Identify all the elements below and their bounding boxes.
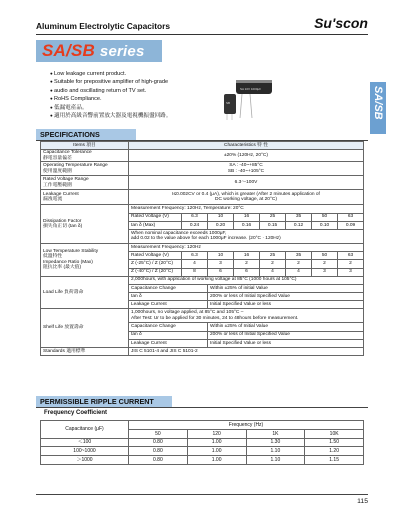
- voltage-cell: 35: [286, 213, 312, 221]
- standards-value: JIS C 5101-4 and JIS C 5101-2: [129, 348, 364, 356]
- df-note-1: When nominal capacitance exceeds 1000μF,: [131, 230, 227, 236]
- coef-cell: 0.80: [129, 438, 188, 447]
- voltage-cell: 16: [234, 213, 260, 221]
- voltage-cell: 16: [234, 252, 260, 260]
- z40-label: Z (-40°C) / Z (20°C): [129, 268, 182, 276]
- shelf-intro-2: After Test: Ur to be applied for 30 minutes, 24 to 48hours before measurement.: [131, 315, 299, 321]
- df-label: Dissipation Factor: [43, 218, 82, 224]
- z25-cell: 2: [312, 260, 338, 268]
- cap-cell: 100~1000: [41, 447, 129, 456]
- z40-cell: 6: [208, 268, 234, 276]
- header-divider: [36, 34, 368, 35]
- row-label: [41, 205, 129, 244]
- load-key: tan δ: [129, 293, 208, 301]
- z40-cell: 3: [312, 268, 338, 276]
- voltage-cell: 35: [286, 252, 312, 260]
- z25-cell: 2: [234, 260, 260, 268]
- coef-cell: 1.00: [187, 456, 246, 465]
- series-suffix: series: [99, 43, 145, 60]
- voltage-cell: 10: [208, 213, 234, 221]
- coef-cell: 1.50: [305, 438, 364, 447]
- z40-cell: 3: [338, 268, 364, 276]
- lts-measurement: Measurement Frequency: 120Hz: [129, 243, 364, 251]
- op-temp-value: [129, 162, 364, 176]
- tan-cell: 0.09: [338, 221, 364, 229]
- table-row: [41, 438, 364, 447]
- specifications-heading: [36, 129, 136, 140]
- load-key: Capacitance Change: [129, 284, 208, 292]
- feature-list: [50, 70, 171, 120]
- section-title: SPECIFICATIONS: [40, 130, 100, 139]
- coef-cell: 1.20: [305, 447, 364, 456]
- rated-v-value: 6.3～100V: [129, 176, 364, 190]
- cap-tol-value: ±20% (120Hz, 20°C): [129, 150, 364, 162]
- table-row: [41, 456, 364, 465]
- op-temp-sb: SB : -40~+105°C: [227, 168, 265, 174]
- voltage-cell: 63: [338, 252, 364, 260]
- load-value: Initial Specified Value or less: [208, 301, 364, 309]
- row-label: [41, 176, 129, 190]
- z25-cell: 2: [260, 260, 286, 268]
- rated-voltage-label: Rated Voltage (V): [129, 252, 182, 260]
- table-row: [41, 447, 364, 456]
- section-title: PERMISSIBLE RIPPLE CURRENT: [40, 397, 154, 406]
- shelf-value: Within ±25% of Initial Value: [208, 323, 364, 331]
- ripple-heading: [36, 396, 172, 407]
- cap-cell: ＜100: [41, 438, 129, 447]
- specifications-table: [40, 141, 364, 356]
- coef-cell: 1.15: [305, 456, 364, 465]
- df-measurement: Measurement Frequency: 120Hz, Temperature: 20°C: [129, 205, 364, 213]
- voltage-cell: 63: [338, 213, 364, 221]
- tan-cell: 0.24: [182, 221, 208, 229]
- leak-label: Leakage Current: [43, 191, 79, 197]
- footer-divider: [36, 494, 368, 495]
- z40-cell: 8: [182, 268, 208, 276]
- voltage-cell: 6.3: [182, 252, 208, 260]
- coef-cell: 1.10: [246, 456, 305, 465]
- z40-cell: 4: [260, 268, 286, 276]
- coef-cell: 0.80: [129, 456, 188, 465]
- voltage-cell: 25: [260, 213, 286, 221]
- freq-header: Frequency (Hz): [129, 421, 364, 430]
- lts-label: Low Temperature Stability: [43, 248, 99, 254]
- leak-label-cn: 漏洩電流: [43, 197, 63, 203]
- cap-header: Capacitance (μF): [41, 421, 129, 439]
- rated-v-label-cn: 工作電壓範圍: [43, 182, 72, 188]
- load-value: Within ±25% of initial Value: [208, 284, 364, 292]
- leak-value-2: DC working voltage, at 20°C): [215, 197, 277, 203]
- freq-cell: 1K: [246, 429, 305, 438]
- feature-item: ● audio and oscillating return of TV set.: [50, 87, 171, 95]
- z25-cell: 3: [208, 260, 234, 268]
- tan-label: tan δ (Max): [129, 221, 182, 229]
- capacitor-label-small: SB: [226, 101, 231, 105]
- leak-value-1: I≤0.002CV or 0.4 (μA), which is greater (After 2 minutes application of: [172, 191, 320, 197]
- shelf-intro-1: 1,000hours, no voltage applied, at 85°C and 105°C –: [131, 310, 244, 316]
- series-banner: [36, 40, 162, 62]
- tan-cell: 0.20: [208, 221, 234, 229]
- feature-item: ● 低漏電產品。: [50, 104, 171, 112]
- voltage-cell: 50: [312, 213, 338, 221]
- lts-label-2: Impedance Ratio (Max): [43, 259, 93, 265]
- voltage-cell: 25: [260, 252, 286, 260]
- header-items: Items 項目: [41, 142, 129, 150]
- capacitor-photo: [222, 76, 276, 120]
- freq-cell: 120: [187, 429, 246, 438]
- row-label: [41, 162, 129, 176]
- freq-cell: 50: [129, 429, 188, 438]
- shelf-value: Initial Specified Value or less: [208, 339, 364, 347]
- cap-tol-label-cn: 靜電容量偏差: [43, 155, 72, 161]
- shelf-key: Leakage Current: [129, 339, 208, 347]
- standards-label: Standards 適用標準: [41, 348, 129, 356]
- voltage-cell: 10: [208, 252, 234, 260]
- load-value: 200% or less of Initial Specified Value: [208, 293, 364, 301]
- z25-cell: 2: [338, 260, 364, 268]
- category-title: Aluminum Electrolytic Capacitors: [36, 21, 171, 31]
- side-tab-label: SA/SB: [372, 86, 384, 120]
- z25-label: Z (-25°C) / Z (20°C): [129, 260, 182, 268]
- freq-cell: 10K: [305, 429, 364, 438]
- frequency-coefficient-title: Frequency Coefficient: [44, 410, 108, 416]
- shelf-intro: [129, 309, 364, 323]
- load-life-label: Load Life 負荷壽命: [41, 276, 129, 309]
- coef-cell: 0.80: [129, 447, 188, 456]
- shelf-key: tan δ: [129, 331, 208, 339]
- tan-cell: 0.12: [286, 221, 312, 229]
- voltage-cell: 50: [312, 252, 338, 260]
- row-label: [41, 190, 129, 205]
- series-title: SA/SB: [42, 41, 95, 60]
- coef-cell: 1.10: [246, 447, 305, 456]
- tan-cell: 0.16: [234, 221, 260, 229]
- coef-cell: 1.00: [187, 438, 246, 447]
- rated-v-label: Rated Voltage Range: [43, 177, 89, 183]
- z40-cell: 6: [234, 268, 260, 276]
- ripple-table: [40, 420, 364, 465]
- shelf-key: Capacitance Change: [129, 323, 208, 331]
- coef-cell: 1.30: [246, 438, 305, 447]
- section-divider: [36, 407, 368, 408]
- row-label: [41, 243, 129, 276]
- op-temp-label-cn: 使用溫度範圍: [43, 168, 72, 174]
- lts-label-2-cn: 阻抗比率 (最大值): [43, 265, 82, 271]
- leak-value: [129, 190, 364, 205]
- df-note: [129, 229, 364, 243]
- series-side-tab: [370, 82, 386, 134]
- capacitor-label-big: SA 10V 1000μF: [240, 87, 262, 91]
- header-characteristics: Characteristics 特 性: [129, 142, 364, 150]
- z40-cell: 4: [286, 268, 312, 276]
- cap-tol-label: Capacitance Tolerance: [43, 150, 92, 156]
- lts-label-cn: 低溫特性: [43, 254, 63, 260]
- feature-item: ● RoHS Compliance.: [50, 95, 171, 103]
- op-temp-sa: SA : -40~+85°C: [229, 163, 263, 169]
- row-label: [41, 150, 129, 162]
- load-intro: 2,000hours, with application of working voltage at 85°C (1000 hours at 105°C): [129, 276, 364, 284]
- page-number: 115: [357, 498, 368, 505]
- shelf-life-label: Shelf Life 放置壽命: [41, 309, 129, 348]
- brand-logo: Su'scon: [314, 15, 368, 31]
- cap-cell: ＞1000: [41, 456, 129, 465]
- shelf-value: 200% or less of Initial Specified Value: [208, 331, 364, 339]
- voltage-cell: 6.3: [182, 213, 208, 221]
- rated-voltage-label: Rated Voltage (V): [129, 213, 182, 221]
- df-note-2: add 0.02 to the value above for each 1000μF increase. (20°C · 120Hz): [131, 236, 281, 242]
- z25-cell: 2: [286, 260, 312, 268]
- coef-cell: 1.00: [187, 447, 246, 456]
- load-key: Leakage Current: [129, 301, 208, 309]
- op-temp-label: Operating Temperature Range: [43, 163, 108, 169]
- feature-item: ● 適用於高級音響前置放大器及電視機振盪回路。: [50, 112, 171, 120]
- feature-item: ● Suitable for prepositive amplifier of high-grade: [50, 78, 171, 86]
- df-label-cn: 損失角正切 (tan δ): [43, 224, 83, 230]
- tan-cell: 0.10: [312, 221, 338, 229]
- feature-item: ● Low leakage current product.: [50, 70, 171, 78]
- z25-cell: 4: [182, 260, 208, 268]
- tan-cell: 0.15: [260, 221, 286, 229]
